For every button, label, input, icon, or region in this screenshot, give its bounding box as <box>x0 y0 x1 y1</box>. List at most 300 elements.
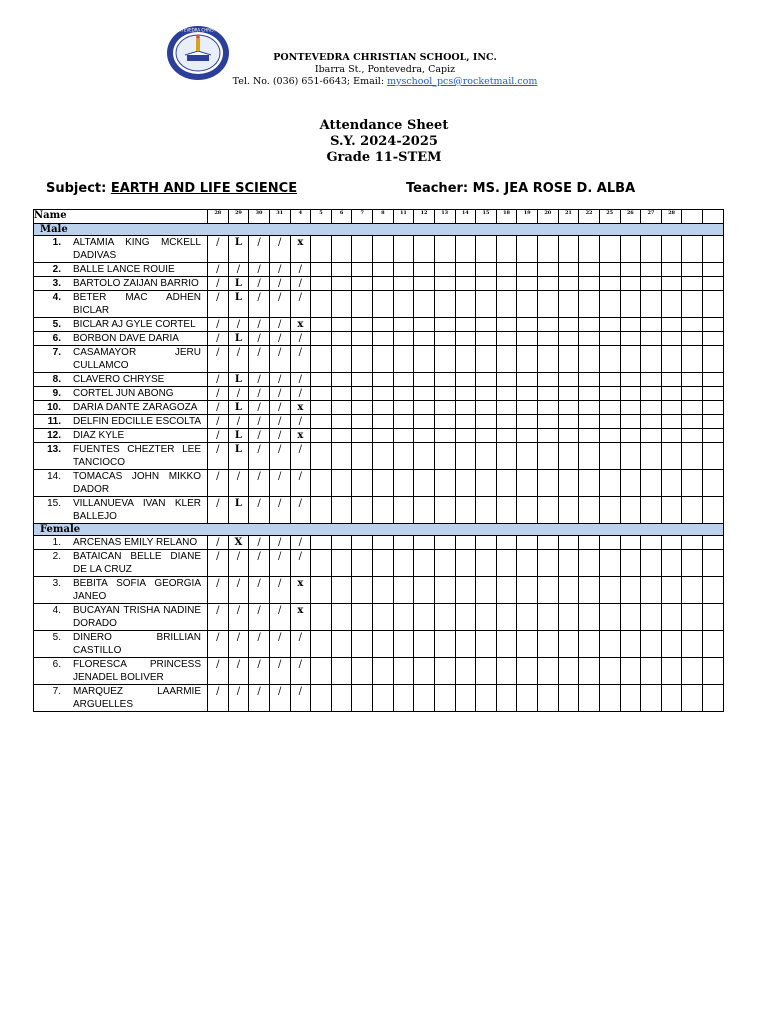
attendance-cell[interactable] <box>352 685 373 712</box>
attendance-cell[interactable] <box>599 332 620 346</box>
attendance-cell[interactable] <box>476 277 497 291</box>
attendance-cell[interactable]: / <box>290 346 311 373</box>
attendance-cell[interactable] <box>620 497 641 524</box>
attendance-cell[interactable] <box>538 332 559 346</box>
attendance-cell[interactable] <box>641 536 662 550</box>
attendance-cell[interactable] <box>352 415 373 429</box>
attendance-cell[interactable] <box>703 631 724 658</box>
attendance-cell[interactable] <box>393 277 414 291</box>
attendance-cell[interactable] <box>352 277 373 291</box>
attendance-cell[interactable] <box>558 443 579 470</box>
attendance-cell[interactable] <box>414 470 435 497</box>
attendance-cell[interactable]: / <box>208 631 229 658</box>
attendance-cell[interactable] <box>620 536 641 550</box>
attendance-cell[interactable] <box>311 497 332 524</box>
attendance-cell[interactable] <box>496 291 517 318</box>
attendance-cell[interactable] <box>414 236 435 263</box>
attendance-cell[interactable]: / <box>208 346 229 373</box>
attendance-cell[interactable] <box>620 443 641 470</box>
attendance-cell[interactable] <box>579 373 600 387</box>
attendance-cell[interactable]: / <box>269 277 290 291</box>
attendance-cell[interactable]: L <box>228 291 249 318</box>
attendance-cell[interactable]: x <box>290 318 311 332</box>
attendance-cell[interactable] <box>434 604 455 631</box>
attendance-cell[interactable] <box>496 536 517 550</box>
attendance-cell[interactable]: / <box>228 577 249 604</box>
attendance-cell[interactable] <box>661 401 682 415</box>
attendance-cell[interactable] <box>538 604 559 631</box>
attendance-cell[interactable]: / <box>269 577 290 604</box>
attendance-cell[interactable]: x <box>290 604 311 631</box>
attendance-cell[interactable] <box>641 401 662 415</box>
attendance-cell[interactable] <box>558 470 579 497</box>
attendance-cell[interactable] <box>414 346 435 373</box>
attendance-cell[interactable] <box>414 332 435 346</box>
attendance-cell[interactable] <box>661 277 682 291</box>
attendance-cell[interactable] <box>661 631 682 658</box>
attendance-cell[interactable] <box>599 550 620 577</box>
attendance-cell[interactable]: / <box>269 604 290 631</box>
attendance-cell[interactable] <box>620 401 641 415</box>
attendance-cell[interactable] <box>538 577 559 604</box>
attendance-cell[interactable] <box>538 346 559 373</box>
attendance-cell[interactable] <box>579 332 600 346</box>
attendance-cell[interactable] <box>558 387 579 401</box>
attendance-cell[interactable]: / <box>249 332 270 346</box>
attendance-cell[interactable] <box>703 658 724 685</box>
attendance-cell[interactable]: / <box>208 263 229 277</box>
attendance-cell[interactable] <box>599 470 620 497</box>
attendance-cell[interactable]: / <box>269 263 290 277</box>
attendance-cell[interactable]: / <box>228 658 249 685</box>
attendance-cell[interactable] <box>311 577 332 604</box>
attendance-cell[interactable] <box>579 429 600 443</box>
attendance-cell[interactable] <box>703 387 724 401</box>
attendance-cell[interactable]: / <box>208 536 229 550</box>
attendance-cell[interactable] <box>517 658 538 685</box>
attendance-cell[interactable] <box>641 550 662 577</box>
attendance-cell[interactable] <box>414 387 435 401</box>
attendance-cell[interactable] <box>331 470 352 497</box>
attendance-cell[interactable] <box>661 470 682 497</box>
attendance-cell[interactable] <box>682 536 703 550</box>
attendance-cell[interactable] <box>434 536 455 550</box>
attendance-cell[interactable] <box>352 291 373 318</box>
attendance-cell[interactable] <box>476 291 497 318</box>
attendance-cell[interactable]: / <box>228 604 249 631</box>
attendance-cell[interactable]: / <box>228 387 249 401</box>
attendance-cell[interactable] <box>455 658 476 685</box>
attendance-cell[interactable] <box>455 577 476 604</box>
attendance-cell[interactable]: / <box>249 373 270 387</box>
attendance-cell[interactable] <box>393 604 414 631</box>
attendance-cell[interactable] <box>661 550 682 577</box>
attendance-cell[interactable] <box>579 685 600 712</box>
attendance-cell[interactable] <box>393 631 414 658</box>
attendance-cell[interactable] <box>682 550 703 577</box>
attendance-cell[interactable] <box>414 685 435 712</box>
attendance-cell[interactable] <box>620 236 641 263</box>
attendance-cell[interactable] <box>517 536 538 550</box>
attendance-cell[interactable] <box>641 318 662 332</box>
attendance-cell[interactable]: L <box>228 443 249 470</box>
attendance-cell[interactable]: / <box>208 443 229 470</box>
attendance-cell[interactable] <box>373 497 394 524</box>
attendance-cell[interactable] <box>517 291 538 318</box>
attendance-cell[interactable] <box>393 497 414 524</box>
attendance-cell[interactable] <box>703 277 724 291</box>
attendance-cell[interactable] <box>414 373 435 387</box>
attendance-cell[interactable] <box>434 577 455 604</box>
attendance-cell[interactable] <box>476 387 497 401</box>
attendance-cell[interactable] <box>352 387 373 401</box>
attendance-cell[interactable] <box>455 373 476 387</box>
attendance-cell[interactable] <box>331 604 352 631</box>
attendance-cell[interactable] <box>641 346 662 373</box>
attendance-cell[interactable]: / <box>208 277 229 291</box>
attendance-cell[interactable] <box>455 236 476 263</box>
attendance-cell[interactable]: / <box>249 497 270 524</box>
attendance-cell[interactable] <box>703 443 724 470</box>
attendance-cell[interactable]: / <box>290 497 311 524</box>
attendance-cell[interactable] <box>558 291 579 318</box>
attendance-cell[interactable] <box>352 604 373 631</box>
attendance-cell[interactable] <box>641 263 662 277</box>
attendance-cell[interactable] <box>538 318 559 332</box>
attendance-cell[interactable] <box>352 236 373 263</box>
attendance-cell[interactable]: x <box>290 429 311 443</box>
attendance-cell[interactable] <box>641 277 662 291</box>
attendance-cell[interactable]: / <box>249 536 270 550</box>
attendance-cell[interactable] <box>579 236 600 263</box>
attendance-cell[interactable] <box>455 685 476 712</box>
attendance-cell[interactable]: / <box>249 550 270 577</box>
attendance-cell[interactable] <box>455 318 476 332</box>
attendance-cell[interactable] <box>641 291 662 318</box>
attendance-cell[interactable]: / <box>269 236 290 263</box>
attendance-cell[interactable] <box>558 263 579 277</box>
attendance-cell[interactable] <box>455 415 476 429</box>
attendance-cell[interactable] <box>373 332 394 346</box>
attendance-cell[interactable] <box>599 497 620 524</box>
attendance-cell[interactable] <box>352 658 373 685</box>
attendance-cell[interactable] <box>476 415 497 429</box>
attendance-cell[interactable] <box>641 497 662 524</box>
attendance-cell[interactable] <box>476 631 497 658</box>
attendance-cell[interactable] <box>311 291 332 318</box>
attendance-cell[interactable] <box>373 387 394 401</box>
attendance-cell[interactable] <box>373 631 394 658</box>
attendance-cell[interactable] <box>538 470 559 497</box>
attendance-cell[interactable]: / <box>228 346 249 373</box>
attendance-cell[interactable]: x <box>290 401 311 415</box>
attendance-cell[interactable] <box>703 470 724 497</box>
attendance-cell[interactable] <box>414 318 435 332</box>
attendance-cell[interactable] <box>455 429 476 443</box>
attendance-cell[interactable]: / <box>249 443 270 470</box>
attendance-cell[interactable] <box>476 443 497 470</box>
attendance-cell[interactable] <box>331 536 352 550</box>
attendance-cell[interactable] <box>311 536 332 550</box>
attendance-cell[interactable] <box>620 685 641 712</box>
attendance-cell[interactable] <box>517 373 538 387</box>
attendance-cell[interactable] <box>311 236 332 263</box>
attendance-cell[interactable] <box>434 373 455 387</box>
attendance-cell[interactable] <box>434 318 455 332</box>
attendance-cell[interactable] <box>496 577 517 604</box>
attendance-cell[interactable]: / <box>290 550 311 577</box>
attendance-cell[interactable] <box>641 373 662 387</box>
attendance-cell[interactable] <box>558 658 579 685</box>
attendance-cell[interactable] <box>579 631 600 658</box>
attendance-cell[interactable] <box>393 332 414 346</box>
attendance-cell[interactable]: / <box>249 658 270 685</box>
attendance-cell[interactable] <box>331 443 352 470</box>
attendance-cell[interactable] <box>414 497 435 524</box>
attendance-cell[interactable] <box>434 415 455 429</box>
attendance-cell[interactable] <box>558 318 579 332</box>
attendance-cell[interactable] <box>393 373 414 387</box>
attendance-cell[interactable] <box>620 658 641 685</box>
attendance-cell[interactable] <box>599 277 620 291</box>
attendance-cell[interactable] <box>558 631 579 658</box>
attendance-cell[interactable] <box>558 401 579 415</box>
attendance-cell[interactable] <box>538 631 559 658</box>
attendance-cell[interactable] <box>579 277 600 291</box>
attendance-cell[interactable] <box>703 685 724 712</box>
attendance-cell[interactable] <box>352 346 373 373</box>
attendance-cell[interactable] <box>352 536 373 550</box>
attendance-cell[interactable] <box>558 604 579 631</box>
attendance-cell[interactable] <box>558 277 579 291</box>
attendance-cell[interactable] <box>496 550 517 577</box>
attendance-cell[interactable] <box>538 429 559 443</box>
attendance-cell[interactable] <box>579 604 600 631</box>
attendance-cell[interactable]: / <box>208 415 229 429</box>
attendance-cell[interactable] <box>558 536 579 550</box>
attendance-cell[interactable] <box>434 631 455 658</box>
attendance-cell[interactable]: / <box>208 236 229 263</box>
attendance-cell[interactable] <box>682 263 703 277</box>
attendance-cell[interactable]: / <box>228 631 249 658</box>
attendance-cell[interactable] <box>558 346 579 373</box>
attendance-cell[interactable] <box>476 263 497 277</box>
attendance-cell[interactable] <box>476 429 497 443</box>
attendance-cell[interactable] <box>579 318 600 332</box>
attendance-cell[interactable] <box>661 685 682 712</box>
attendance-cell[interactable] <box>620 550 641 577</box>
attendance-cell[interactable] <box>373 429 394 443</box>
attendance-cell[interactable] <box>620 429 641 443</box>
attendance-cell[interactable] <box>538 443 559 470</box>
attendance-cell[interactable] <box>496 443 517 470</box>
attendance-cell[interactable] <box>661 443 682 470</box>
attendance-cell[interactable] <box>599 604 620 631</box>
attendance-cell[interactable] <box>393 236 414 263</box>
attendance-cell[interactable] <box>579 415 600 429</box>
attendance-cell[interactable]: / <box>208 373 229 387</box>
attendance-cell[interactable]: / <box>290 536 311 550</box>
attendance-cell[interactable] <box>517 470 538 497</box>
attendance-cell[interactable] <box>682 387 703 401</box>
attendance-cell[interactable] <box>517 236 538 263</box>
attendance-cell[interactable]: L <box>228 277 249 291</box>
attendance-cell[interactable] <box>373 236 394 263</box>
attendance-cell[interactable] <box>331 685 352 712</box>
attendance-cell[interactable] <box>331 373 352 387</box>
attendance-cell[interactable] <box>538 658 559 685</box>
attendance-cell[interactable] <box>496 497 517 524</box>
attendance-cell[interactable] <box>682 373 703 387</box>
attendance-cell[interactable]: / <box>290 277 311 291</box>
attendance-cell[interactable] <box>682 277 703 291</box>
attendance-cell[interactable] <box>558 415 579 429</box>
attendance-cell[interactable] <box>517 550 538 577</box>
attendance-cell[interactable] <box>311 373 332 387</box>
attendance-cell[interactable] <box>661 658 682 685</box>
attendance-cell[interactable] <box>661 263 682 277</box>
attendance-cell[interactable] <box>455 291 476 318</box>
attendance-cell[interactable] <box>703 497 724 524</box>
attendance-cell[interactable] <box>393 401 414 415</box>
attendance-cell[interactable] <box>538 415 559 429</box>
attendance-cell[interactable] <box>414 291 435 318</box>
attendance-cell[interactable]: / <box>269 332 290 346</box>
attendance-cell[interactable] <box>620 415 641 429</box>
attendance-cell[interactable] <box>414 277 435 291</box>
attendance-cell[interactable] <box>682 604 703 631</box>
attendance-cell[interactable]: / <box>269 685 290 712</box>
attendance-cell[interactable] <box>682 236 703 263</box>
attendance-cell[interactable]: x <box>290 236 311 263</box>
attendance-cell[interactable] <box>331 318 352 332</box>
attendance-cell[interactable] <box>661 332 682 346</box>
attendance-cell[interactable] <box>414 577 435 604</box>
attendance-cell[interactable] <box>599 631 620 658</box>
attendance-cell[interactable] <box>434 401 455 415</box>
attendance-cell[interactable] <box>599 387 620 401</box>
attendance-cell[interactable]: / <box>208 332 229 346</box>
attendance-cell[interactable]: / <box>269 318 290 332</box>
attendance-cell[interactable] <box>352 631 373 658</box>
attendance-cell[interactable] <box>311 631 332 658</box>
attendance-cell[interactable] <box>641 470 662 497</box>
attendance-cell[interactable] <box>579 387 600 401</box>
attendance-cell[interactable]: X <box>228 536 249 550</box>
attendance-cell[interactable] <box>661 291 682 318</box>
attendance-cell[interactable] <box>661 236 682 263</box>
attendance-cell[interactable]: / <box>208 429 229 443</box>
attendance-cell[interactable] <box>331 332 352 346</box>
attendance-cell[interactable] <box>311 685 332 712</box>
attendance-cell[interactable] <box>538 236 559 263</box>
attendance-cell[interactable] <box>434 277 455 291</box>
attendance-cell[interactable]: / <box>208 470 229 497</box>
attendance-cell[interactable] <box>558 236 579 263</box>
attendance-cell[interactable] <box>620 277 641 291</box>
attendance-cell[interactable] <box>641 577 662 604</box>
attendance-cell[interactable] <box>558 429 579 443</box>
attendance-cell[interactable]: / <box>228 318 249 332</box>
attendance-cell[interactable] <box>579 401 600 415</box>
attendance-cell[interactable] <box>331 346 352 373</box>
attendance-cell[interactable] <box>599 373 620 387</box>
attendance-cell[interactable] <box>599 291 620 318</box>
attendance-cell[interactable] <box>455 277 476 291</box>
attendance-cell[interactable] <box>620 631 641 658</box>
attendance-cell[interactable]: / <box>249 577 270 604</box>
attendance-cell[interactable]: / <box>249 263 270 277</box>
attendance-cell[interactable]: / <box>208 577 229 604</box>
attendance-cell[interactable] <box>620 577 641 604</box>
attendance-cell[interactable] <box>414 415 435 429</box>
attendance-cell[interactable]: / <box>228 470 249 497</box>
attendance-cell[interactable] <box>476 346 497 373</box>
attendance-cell[interactable]: L <box>228 332 249 346</box>
attendance-cell[interactable]: / <box>208 387 229 401</box>
attendance-cell[interactable] <box>682 401 703 415</box>
attendance-cell[interactable]: / <box>228 685 249 712</box>
attendance-cell[interactable]: / <box>208 497 229 524</box>
attendance-cell[interactable] <box>476 318 497 332</box>
attendance-cell[interactable] <box>373 604 394 631</box>
attendance-cell[interactable] <box>414 550 435 577</box>
attendance-cell[interactable] <box>496 470 517 497</box>
attendance-cell[interactable] <box>352 577 373 604</box>
attendance-cell[interactable] <box>620 373 641 387</box>
attendance-cell[interactable]: / <box>249 470 270 497</box>
attendance-cell[interactable] <box>682 415 703 429</box>
attendance-cell[interactable] <box>455 497 476 524</box>
attendance-cell[interactable] <box>599 263 620 277</box>
attendance-cell[interactable] <box>641 685 662 712</box>
attendance-cell[interactable] <box>599 658 620 685</box>
attendance-cell[interactable] <box>393 291 414 318</box>
attendance-cell[interactable] <box>661 373 682 387</box>
attendance-cell[interactable]: L <box>228 236 249 263</box>
attendance-cell[interactable] <box>393 577 414 604</box>
attendance-cell[interactable] <box>599 685 620 712</box>
attendance-cell[interactable] <box>641 236 662 263</box>
attendance-cell[interactable]: / <box>249 685 270 712</box>
attendance-cell[interactable] <box>414 658 435 685</box>
attendance-cell[interactable]: / <box>269 387 290 401</box>
attendance-cell[interactable] <box>703 373 724 387</box>
attendance-cell[interactable] <box>517 415 538 429</box>
attendance-cell[interactable] <box>641 429 662 443</box>
attendance-cell[interactable] <box>496 346 517 373</box>
attendance-cell[interactable] <box>517 685 538 712</box>
attendance-cell[interactable] <box>703 536 724 550</box>
attendance-cell[interactable]: / <box>208 318 229 332</box>
attendance-cell[interactable] <box>434 291 455 318</box>
attendance-cell[interactable] <box>641 604 662 631</box>
attendance-cell[interactable]: / <box>208 685 229 712</box>
attendance-cell[interactable] <box>373 577 394 604</box>
attendance-cell[interactable] <box>373 658 394 685</box>
attendance-cell[interactable] <box>579 658 600 685</box>
attendance-cell[interactable] <box>538 263 559 277</box>
attendance-cell[interactable] <box>476 373 497 387</box>
attendance-cell[interactable] <box>620 346 641 373</box>
attendance-cell[interactable] <box>352 318 373 332</box>
attendance-cell[interactable] <box>682 470 703 497</box>
attendance-cell[interactable] <box>579 497 600 524</box>
attendance-cell[interactable] <box>373 401 394 415</box>
attendance-cell[interactable] <box>434 658 455 685</box>
attendance-cell[interactable]: / <box>290 443 311 470</box>
attendance-cell[interactable]: / <box>269 631 290 658</box>
